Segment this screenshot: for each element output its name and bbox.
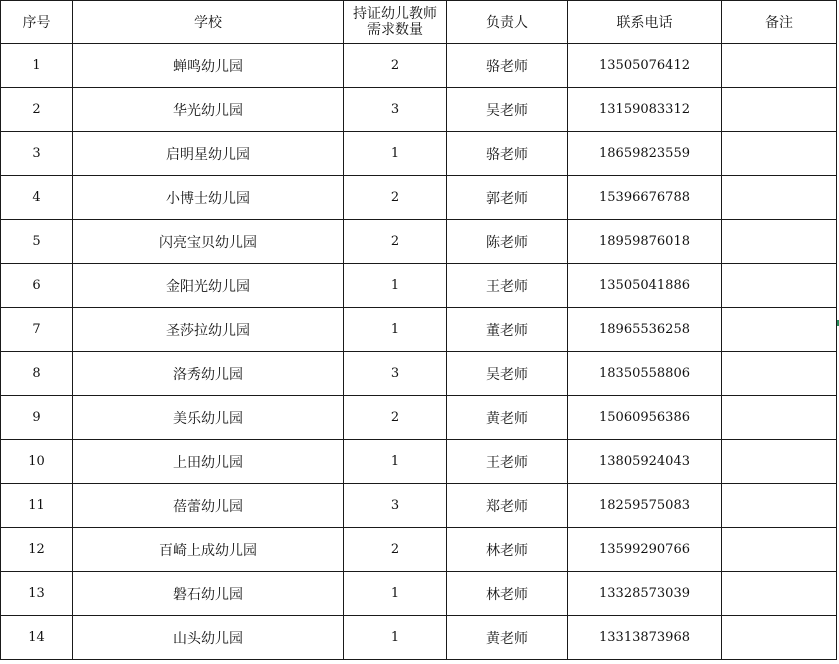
cell-note[interactable] (722, 484, 837, 528)
cell-school[interactable]: 山头幼儿园 (73, 616, 344, 660)
cell-school[interactable]: 蓓蕾幼儿园 (73, 484, 344, 528)
cell-phone[interactable]: 15060956386 (568, 396, 722, 440)
cell-phone[interactable]: 13328573039 (568, 572, 722, 616)
cell-note[interactable] (722, 308, 837, 352)
cell-person[interactable]: 林老师 (447, 528, 568, 572)
cell-index[interactable]: 8 (1, 352, 73, 396)
cell-demand-quantity[interactable]: 2 (344, 528, 447, 572)
cell-note[interactable] (722, 44, 837, 88)
cell-person[interactable]: 王老师 (447, 264, 568, 308)
cell-person[interactable]: 骆老师 (447, 132, 568, 176)
cell-index[interactable]: 9 (1, 396, 73, 440)
table-row (1, 396, 837, 440)
header-index[interactable]: 序号 (1, 1, 73, 44)
table-row (1, 176, 837, 220)
cell-school[interactable]: 百崎上成幼儿园 (73, 528, 344, 572)
table-row (1, 352, 837, 396)
cell-demand-quantity[interactable]: 2 (344, 396, 447, 440)
cell-school[interactable]: 金阳光幼儿园 (73, 264, 344, 308)
header-person[interactable]: 负责人 (447, 1, 568, 44)
table-row (1, 220, 837, 264)
cell-index[interactable]: 4 (1, 176, 73, 220)
cell-school[interactable]: 上田幼儿园 (73, 440, 344, 484)
cell-phone[interactable]: 13805924043 (568, 440, 722, 484)
cell-school[interactable]: 磐石幼儿园 (73, 572, 344, 616)
table-row (1, 88, 837, 132)
cell-phone[interactable]: 18259575083 (568, 484, 722, 528)
cell-demand-quantity[interactable]: 2 (344, 220, 447, 264)
cell-demand-quantity[interactable]: 3 (344, 484, 447, 528)
cell-school[interactable]: 蝉鸣幼儿园 (73, 44, 344, 88)
header-phone[interactable]: 联系电话 (568, 1, 722, 44)
cell-index[interactable]: 7 (1, 308, 73, 352)
cell-person[interactable]: 黄老师 (447, 396, 568, 440)
cell-school[interactable]: 美乐幼儿园 (73, 396, 344, 440)
cell-demand-quantity[interactable]: 1 (344, 572, 447, 616)
cell-school[interactable]: 圣莎拉幼儿园 (73, 308, 344, 352)
cell-note[interactable] (722, 352, 837, 396)
table-row (1, 308, 837, 352)
cell-phone[interactable]: 18350558806 (568, 352, 722, 396)
table-row (1, 132, 837, 176)
cell-phone[interactable]: 18959876018 (568, 220, 722, 264)
cell-person[interactable]: 黄老师 (447, 616, 568, 660)
cell-phone[interactable]: 13599290766 (568, 528, 722, 572)
cell-person[interactable]: 王老师 (447, 440, 568, 484)
cell-demand-quantity[interactable]: 1 (344, 132, 447, 176)
cell-demand-quantity[interactable]: 2 (344, 44, 447, 88)
cell-note[interactable] (722, 264, 837, 308)
cell-school[interactable]: 启明星幼儿园 (73, 132, 344, 176)
header-note[interactable]: 备注 (722, 1, 837, 44)
cell-phone[interactable]: 18659823559 (568, 132, 722, 176)
cell-person[interactable]: 郭老师 (447, 176, 568, 220)
table-body (1, 44, 837, 660)
cell-index[interactable]: 11 (1, 484, 73, 528)
cell-note[interactable] (722, 396, 837, 440)
cell-school[interactable]: 闪亮宝贝幼儿园 (73, 220, 344, 264)
table-row (1, 528, 837, 572)
header-demand[interactable] (344, 1, 447, 44)
cell-index[interactable]: 1 (1, 44, 73, 88)
cell-school[interactable]: 洛秀幼儿园 (73, 352, 344, 396)
table-row (1, 440, 837, 484)
cell-index[interactable]: 6 (1, 264, 73, 308)
cell-note[interactable] (722, 528, 837, 572)
cell-note[interactable] (722, 440, 837, 484)
cell-person[interactable]: 董老师 (447, 308, 568, 352)
cell-demand-quantity[interactable]: 3 (344, 88, 447, 132)
cell-index[interactable]: 13 (1, 572, 73, 616)
cell-phone[interactable]: 13505041886 (568, 264, 722, 308)
cell-index[interactable]: 5 (1, 220, 73, 264)
cell-note[interactable] (722, 88, 837, 132)
cell-phone[interactable]: 18965536258 (568, 308, 722, 352)
cell-phone[interactable]: 13505076412 (568, 44, 722, 88)
table-row (1, 572, 837, 616)
cell-school[interactable]: 小博士幼儿园 (73, 176, 344, 220)
header-row (1, 1, 837, 44)
cell-person[interactable]: 吴老师 (447, 88, 568, 132)
cell-index[interactable]: 14 (1, 616, 73, 660)
cell-index[interactable]: 10 (1, 440, 73, 484)
cell-demand-quantity[interactable]: 1 (344, 440, 447, 484)
cell-index[interactable]: 12 (1, 528, 73, 572)
header-school[interactable]: 学校 (73, 1, 344, 44)
cell-note[interactable] (722, 572, 837, 616)
cell-person[interactable]: 骆老师 (447, 44, 568, 88)
cell-phone[interactable]: 13159083312 (568, 88, 722, 132)
cell-note[interactable] (722, 132, 837, 176)
header-demand-line2: 需求数量 (367, 22, 423, 38)
table-row (1, 616, 837, 660)
header-demand-line1: 持证幼儿教师 (353, 6, 437, 22)
cell-note[interactable] (722, 616, 837, 660)
cell-school[interactable]: 华光幼儿园 (73, 88, 344, 132)
cell-demand-quantity[interactable]: 3 (344, 352, 447, 396)
cell-person[interactable]: 陈老师 (447, 220, 568, 264)
cell-index[interactable]: 3 (1, 132, 73, 176)
cell-index[interactable]: 2 (1, 88, 73, 132)
cell-phone[interactable]: 15396676788 (568, 176, 722, 220)
cell-person[interactable]: 林老师 (447, 572, 568, 616)
cell-note[interactable] (722, 176, 837, 220)
table-row (1, 484, 837, 528)
cell-person[interactable]: 吴老师 (447, 352, 568, 396)
cell-note[interactable] (722, 220, 837, 264)
cell-person[interactable]: 郑老师 (447, 484, 568, 528)
cell-demand-quantity[interactable]: 1 (344, 308, 447, 352)
cell-demand-quantity[interactable]: 1 (344, 616, 447, 660)
table-row (1, 44, 837, 88)
table-row (1, 264, 837, 308)
cell-phone[interactable]: 13313873968 (568, 616, 722, 660)
cell-demand-quantity[interactable]: 2 (344, 176, 447, 220)
cell-demand-quantity[interactable]: 1 (344, 264, 447, 308)
